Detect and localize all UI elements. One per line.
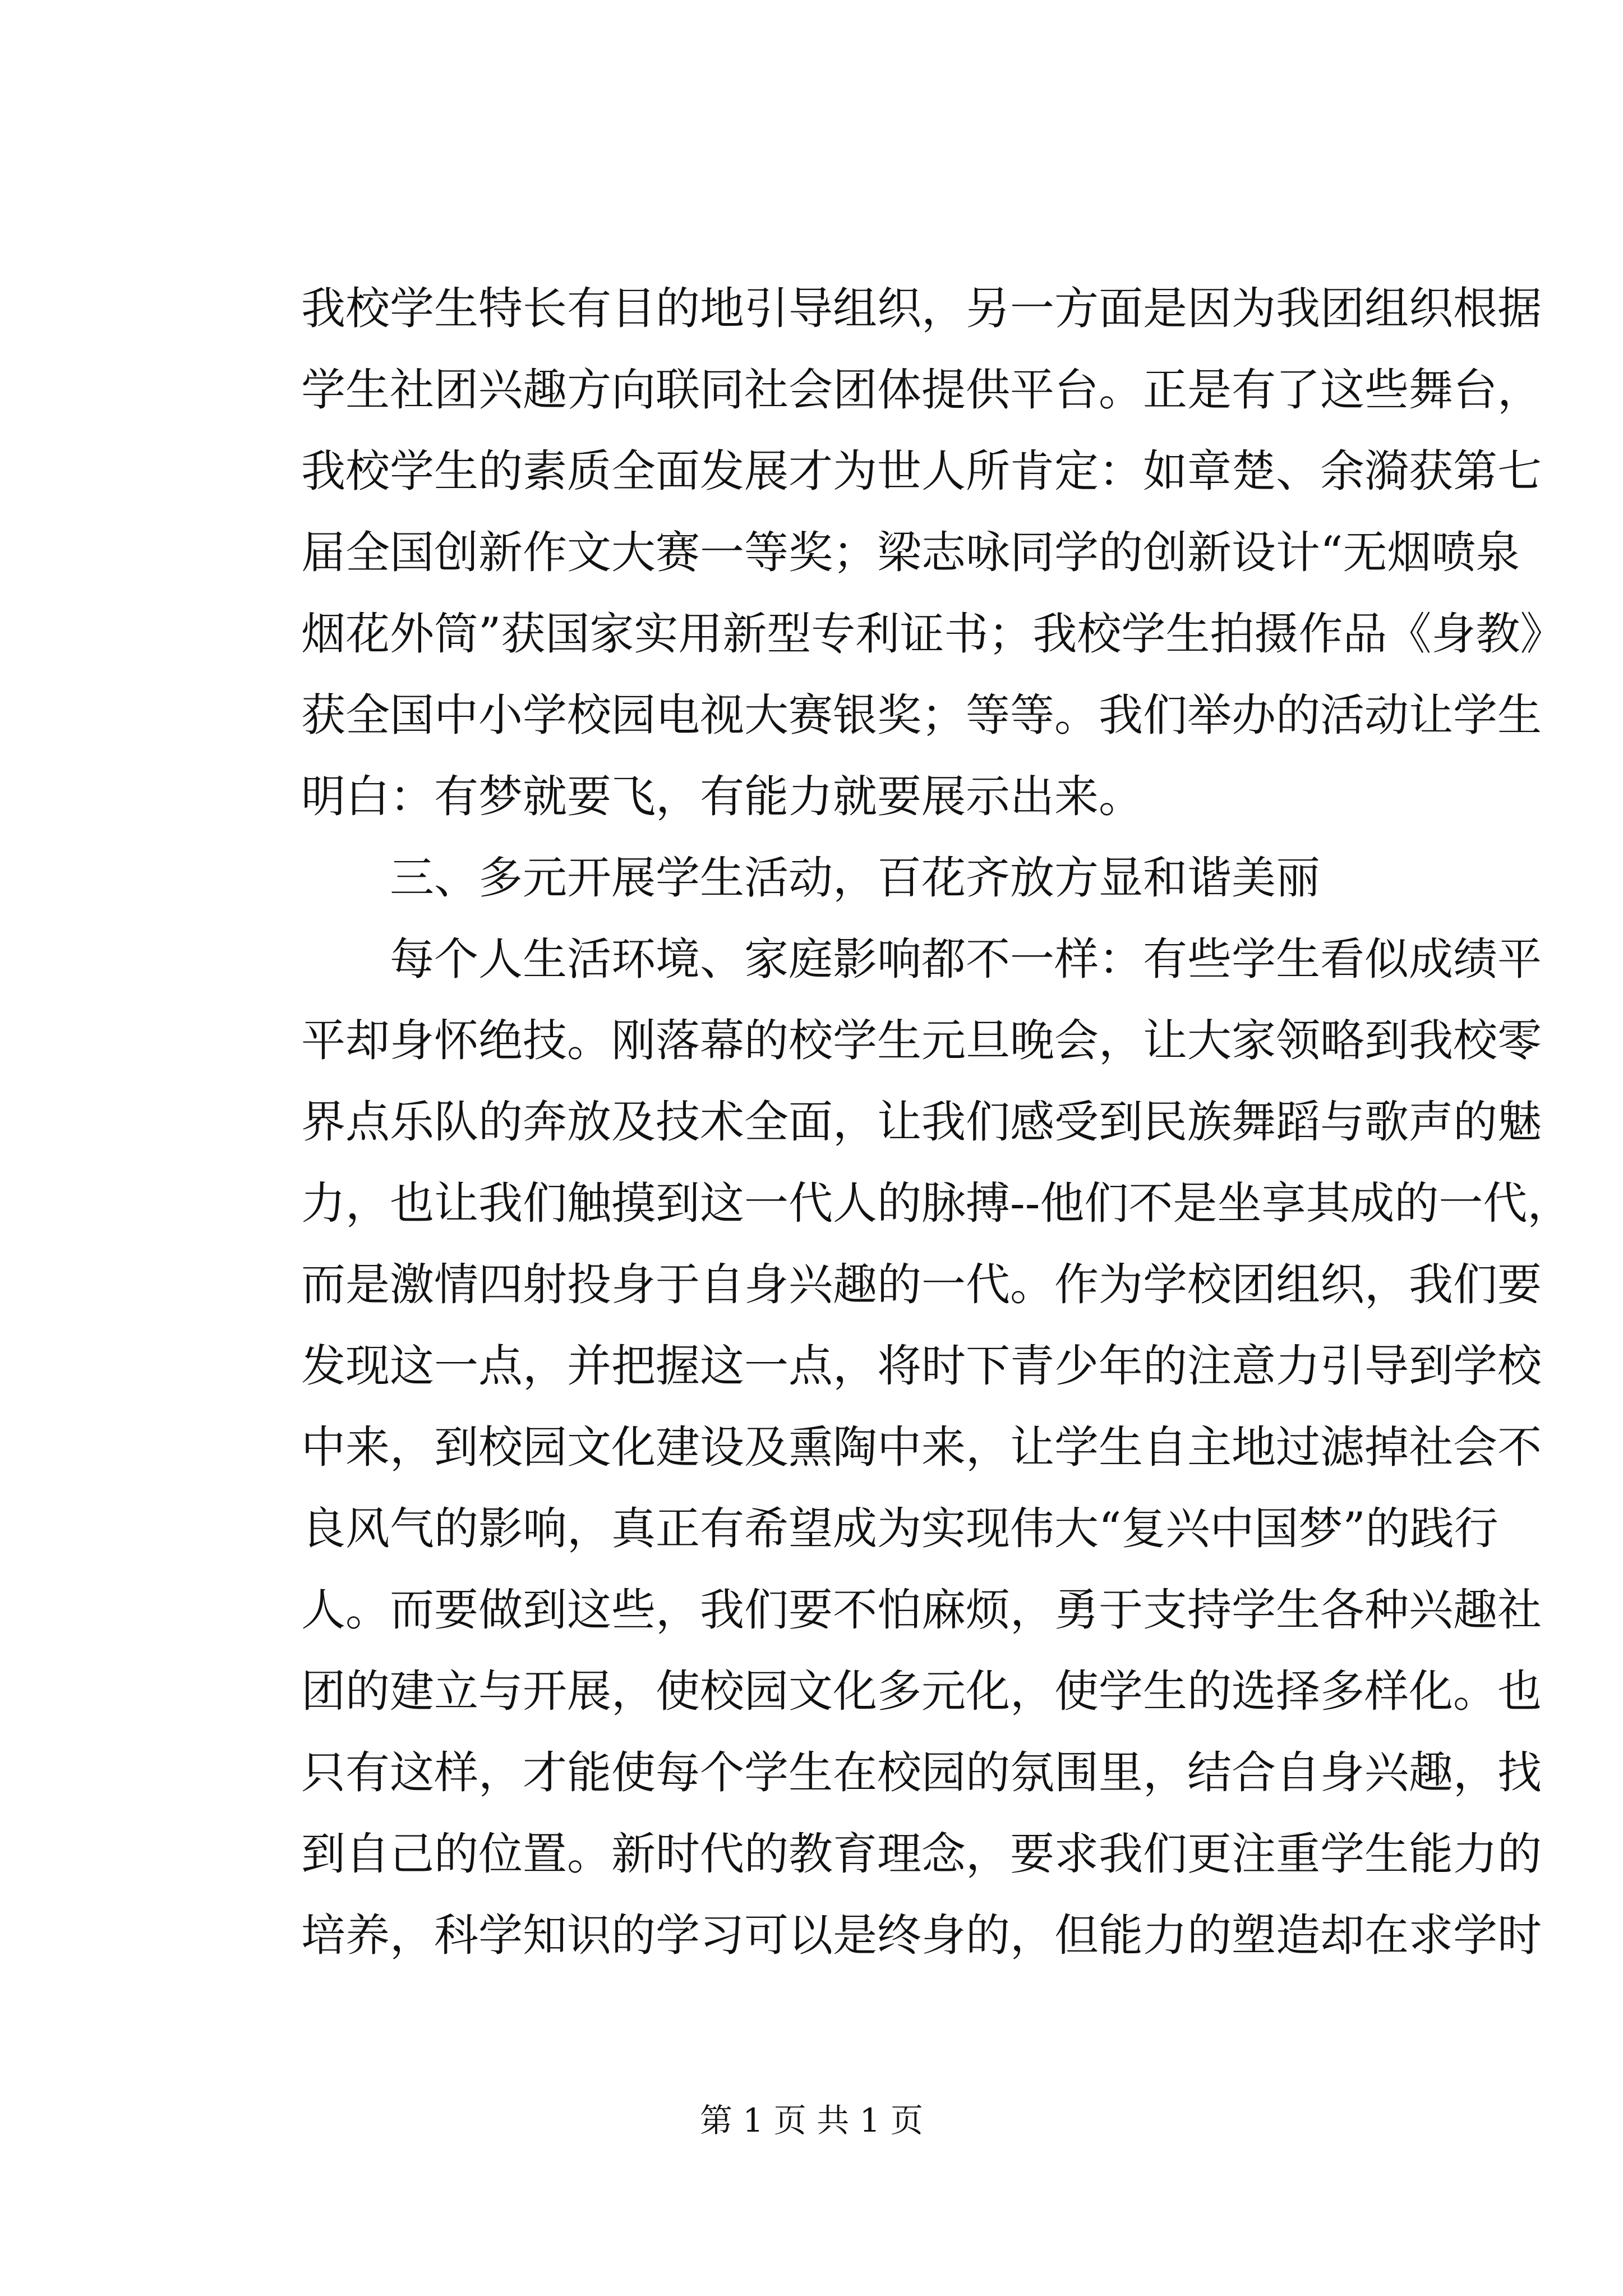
- document-body: [301, 268, 1572, 1976]
- text-line: 良风气的影响，真正有希望成为实现伟大“复兴中国梦”的践行: [301, 1503, 1498, 1554]
- text-line: 力，也让我们触摸到这一代人的脉搏--他们不是坐享其成的一代，: [301, 1177, 1572, 1229]
- text-line: 界点乐队的奔放及技术全面，让我们感受到民族舞蹈与歌声的魅: [301, 1096, 1542, 1148]
- section-heading: 三、多元开展学生活动，百花齐放方显和谐美丽: [390, 852, 1320, 904]
- text-line: 明白：有梦就要飞，有能力就要展示出来。: [301, 771, 1143, 822]
- text-line: 届全国创新作文大赛一等奖；梁志咏同学的创新设计“无烟喷泉: [301, 527, 1520, 578]
- text-line: 只有这样，才能使每个学生在校园的氛围里，结合自身兴趣，找: [301, 1747, 1542, 1798]
- text-line: 人。而要做到这些，我们要不怕麻烦，勇于支持学生各种兴趣社: [301, 1584, 1542, 1636]
- text-line: 获全国中小学校园电视大赛银奖；等等。我们举办的活动让学生: [301, 689, 1542, 741]
- text-line: 学生社团兴趣方向联同社会团体提供平台。正是有了这些舞台，: [301, 364, 1542, 416]
- text-line: 烟花外筒”获国家实用新型专利证书；我校学生拍摄作品《身教》: [301, 608, 1565, 660]
- text-line: 我校学生的素质全面发展才为世人所肯定：如章楚、余漪获第七: [301, 445, 1542, 497]
- text-line: 而是激情四射投身于自身兴趣的一代。作为学校团组织，我们要: [301, 1259, 1542, 1310]
- text-line: 培养，科学知识的学习可以是终身的，但能力的塑造却在求学时: [301, 1910, 1542, 1961]
- text-line: 到自己的位置。新时代的教育理念，要求我们更注重学生能力的: [301, 1828, 1542, 1880]
- text-line: 我校学生特长有目的地引导组织，另一方面是因为我团组织根据: [301, 283, 1542, 334]
- text-line: 中来，到校园文化建设及熏陶中来，让学生自主地过滤掉社会不: [301, 1421, 1542, 1473]
- text-line: 发现这一点，并把握这一点，将时下青少年的注意力引导到学校: [301, 1340, 1542, 1392]
- page-number-footer: 第 1 页 共 1 页: [700, 2101, 923, 2139]
- text-line: 每个人生活环境、家庭影响都不一样：有些学生看似成绩平: [390, 933, 1542, 985]
- text-line: 团的建立与开展，使校园文化多元化，使学生的选择多样化。也: [301, 1665, 1542, 1717]
- text-line: 平却身怀绝技。刚落幕的校学生元旦晚会，让大家领略到我校零: [301, 1015, 1542, 1066]
